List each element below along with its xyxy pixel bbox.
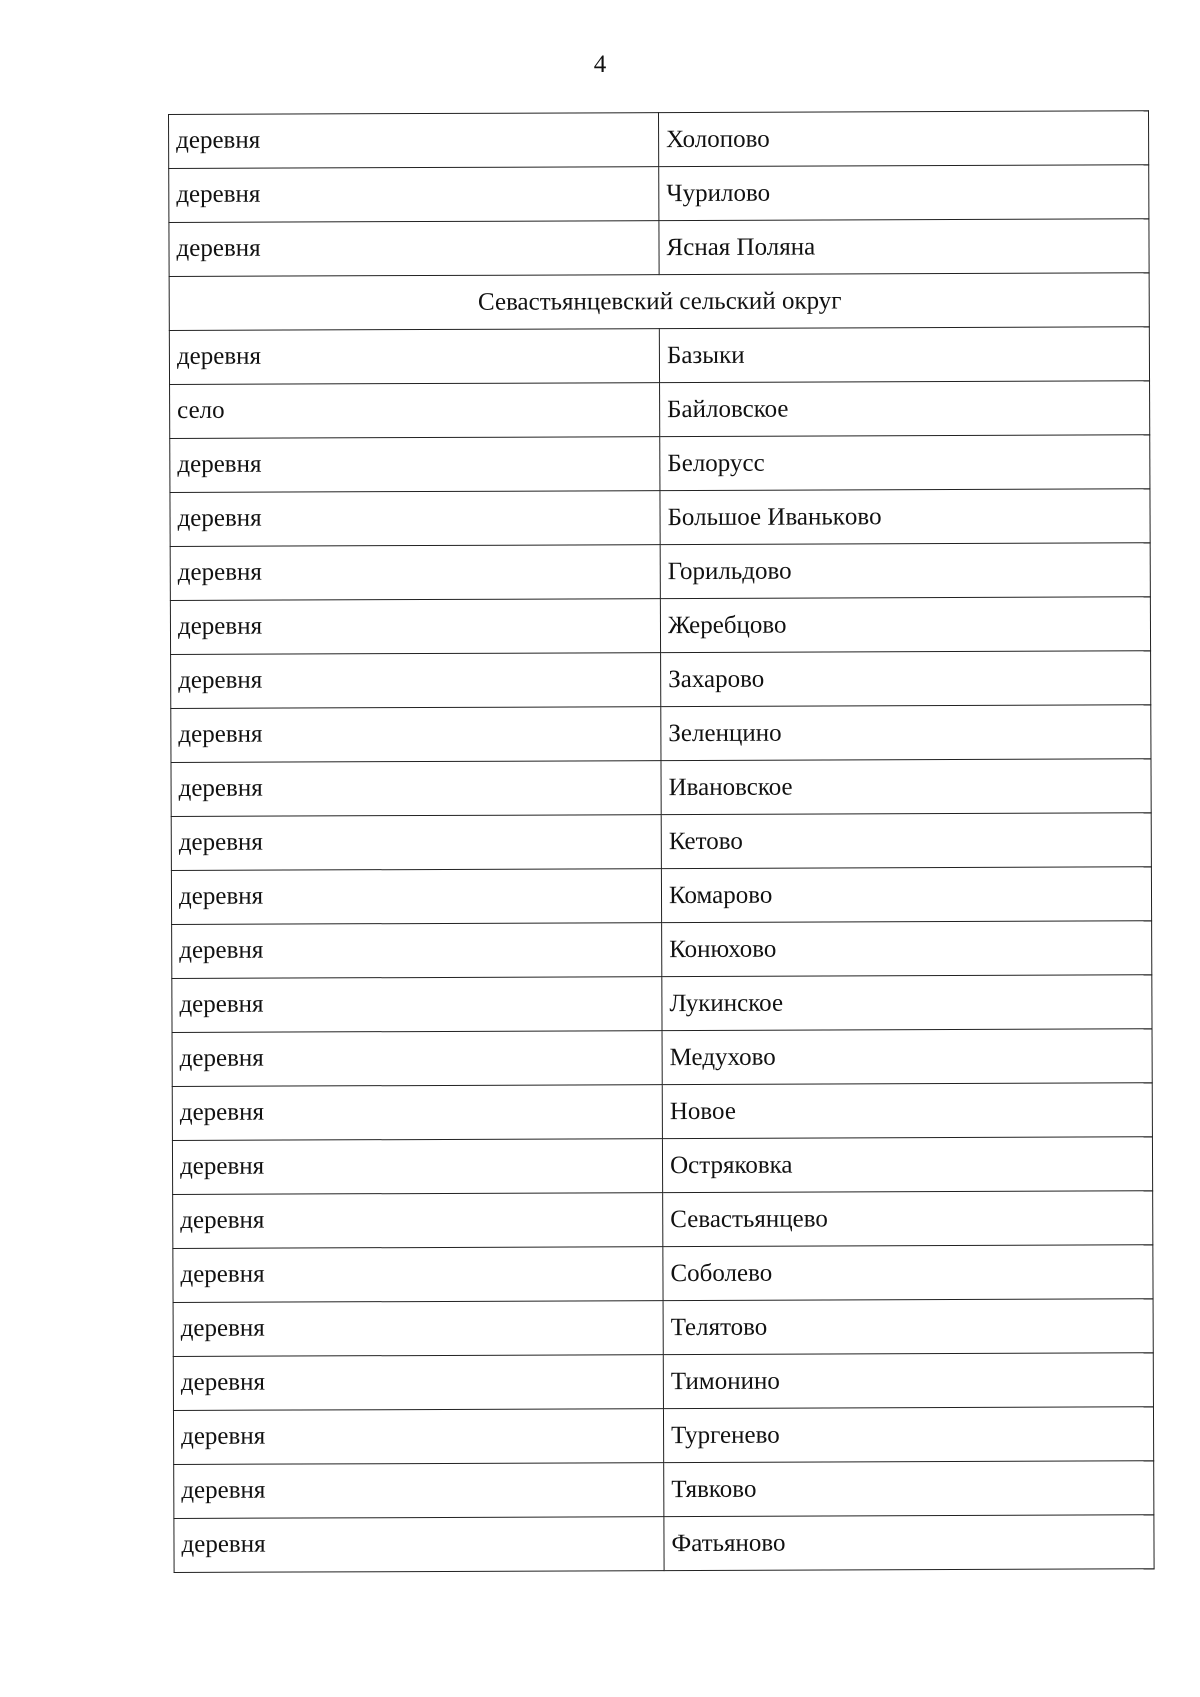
table-row: [172, 975, 1152, 1033]
table-row: [170, 435, 1150, 493]
settlement-name-cell: Тургенево: [663, 1407, 1153, 1463]
settlement-type-cell: деревня: [172, 977, 662, 1033]
settlement-name-cell: Ясная Поляна: [659, 219, 1149, 275]
settlement-type-cell: деревня: [169, 329, 659, 385]
settlement-type-cell: деревня: [173, 1247, 663, 1303]
settlement-type-cell: деревня: [171, 761, 661, 817]
settlement-name-cell: Горильдово: [660, 543, 1150, 599]
settlement-name-cell: Захарово: [661, 651, 1151, 707]
settlement-name-cell: Холопово: [658, 111, 1148, 167]
settlement-type-cell: деревня: [171, 707, 661, 763]
table-row: [172, 1137, 1152, 1195]
settlement-name-cell: Байловское: [660, 381, 1150, 437]
table-row: [169, 327, 1149, 385]
section-header-row: [169, 273, 1149, 331]
settlement-type-cell: деревня: [170, 491, 660, 547]
settlement-name-cell: Севастьянцево: [663, 1191, 1153, 1247]
table-row: [170, 489, 1150, 547]
settlement-type-cell: деревня: [172, 1085, 662, 1141]
settlement-type-cell: деревня: [171, 869, 661, 925]
table-row: [171, 705, 1151, 763]
settlement-name-cell: Жеребцово: [660, 597, 1150, 653]
settlement-name-cell: Медухово: [662, 1029, 1152, 1085]
settlement-name-cell: Комарово: [661, 867, 1151, 923]
settlement-name-cell: Базыки: [659, 327, 1149, 383]
settlement-type-cell: деревня: [172, 1139, 662, 1195]
page-number: 4: [593, 51, 607, 78]
table-row: [171, 867, 1151, 925]
table-row: [170, 597, 1150, 655]
settlement-type-cell: деревня: [174, 1517, 664, 1573]
table-row: [172, 921, 1152, 979]
settlement-type-cell: деревня: [170, 545, 660, 601]
settlement-type-cell: деревня: [171, 815, 661, 871]
table-row: [173, 1245, 1153, 1303]
table-row: [174, 1461, 1154, 1519]
settlements-table: [168, 110, 1155, 1573]
settlement-type-cell: деревня: [170, 437, 660, 493]
settlement-type-cell: деревня: [169, 167, 659, 223]
table-row: [169, 165, 1149, 223]
settlement-name-cell: Большое Иванькoво: [660, 489, 1150, 545]
settlement-name-cell: Кетово: [661, 813, 1151, 869]
table-row: [169, 219, 1149, 277]
table-row: [170, 543, 1150, 601]
table-row: [173, 1353, 1153, 1411]
settlement-type-cell: деревня: [174, 1463, 664, 1519]
table-row: [169, 111, 1149, 169]
settlement-name-cell: Конюхово: [662, 921, 1152, 977]
settlement-type-cell: деревня: [170, 599, 660, 655]
table-row: [171, 813, 1151, 871]
table-row: [171, 651, 1151, 709]
settlement-type-cell: деревня: [169, 221, 659, 277]
table-row: [173, 1299, 1153, 1357]
settlement-name-cell: Телятово: [663, 1299, 1153, 1355]
table-row: [172, 1029, 1152, 1087]
table-row: [170, 381, 1150, 439]
table-row: [174, 1515, 1154, 1573]
section-title: Севастьянцевский сельский округ: [169, 273, 1149, 331]
table-row: [172, 1083, 1152, 1141]
settlement-name-cell: Зеленцино: [661, 705, 1151, 761]
settlement-name-cell: Новое: [662, 1083, 1152, 1139]
table-row: [171, 759, 1151, 817]
settlement-type-cell: деревня: [173, 1193, 663, 1249]
settlement-type-cell: деревня: [173, 1409, 663, 1465]
settlement-type-cell: деревня: [173, 1355, 663, 1411]
settlement-type-cell: деревня: [169, 113, 659, 169]
settlement-name-cell: Белорусс: [660, 435, 1150, 491]
settlement-name-cell: Остряковка: [662, 1137, 1152, 1193]
settlement-type-cell: деревня: [172, 1031, 662, 1087]
settlement-name-cell: Фатьяново: [664, 1515, 1154, 1571]
settlement-type-cell: село: [170, 383, 660, 439]
settlement-name-cell: Ивановское: [661, 759, 1151, 815]
settlement-type-cell: деревня: [172, 923, 662, 979]
settlements-table-body: [169, 111, 1155, 1573]
table-row: [173, 1191, 1153, 1249]
settlement-type-cell: деревня: [173, 1301, 663, 1357]
settlements-table-container: [168, 110, 1154, 1573]
table-row: [173, 1407, 1153, 1465]
settlement-name-cell: Тявково: [664, 1461, 1154, 1517]
settlement-type-cell: деревня: [171, 653, 661, 709]
settlement-name-cell: Лукинское: [662, 975, 1152, 1031]
settlement-name-cell: Тимонино: [663, 1353, 1153, 1409]
settlement-name-cell: Соболево: [663, 1245, 1153, 1301]
settlement-name-cell: Чурилово: [659, 165, 1149, 221]
